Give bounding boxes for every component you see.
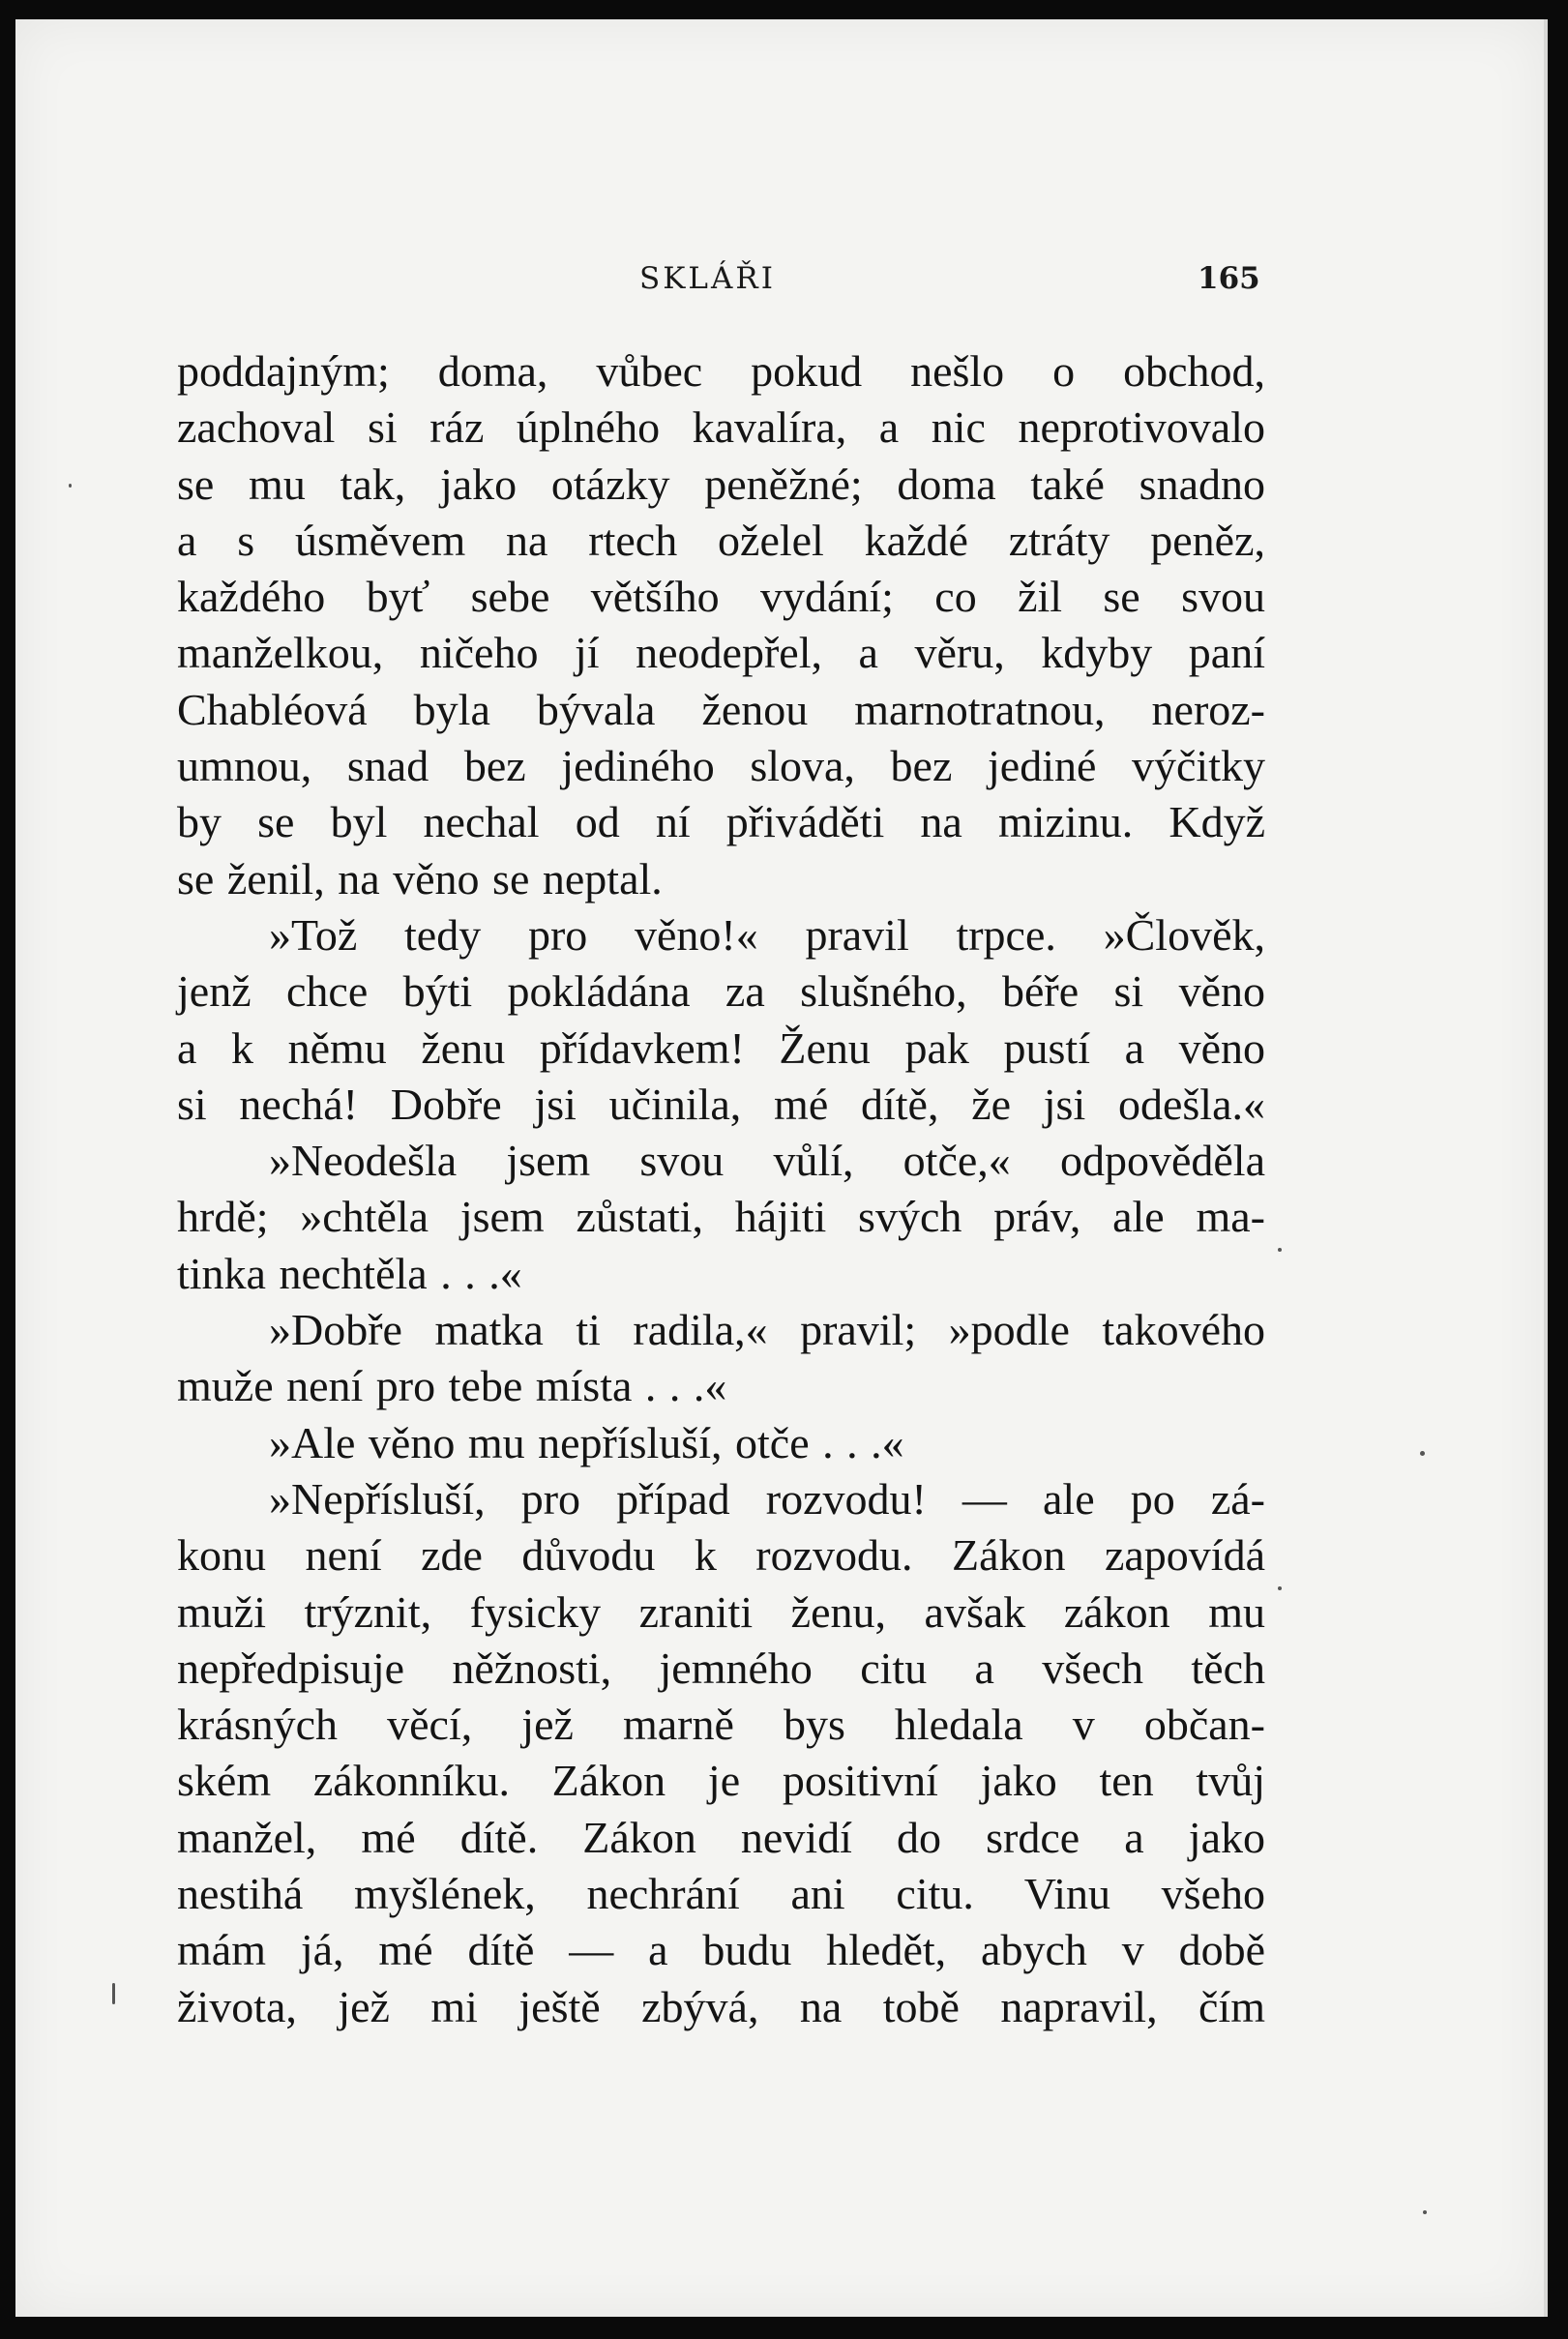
text-line: nestihá myšlének, nechrání ani citu. Vinu všeho [177, 1869, 1265, 1919]
text-line: »Nepřísluší, pro případ rozvodu! — ale po zá- [269, 1473, 1265, 1524]
paper-speck [1423, 2210, 1427, 2214]
text-line: a k němu ženu přídavkem! Ženu pak pustí a věno [177, 1022, 1265, 1073]
text-line: jenž chce býti pokládána za slušného, béře si věno [177, 966, 1265, 1017]
text-line: si nechá! Dobře jsi učinila, mé dítě, že jsi odešla.« [177, 1079, 1265, 1129]
text-line: »Ale věno mu nepřísluší, otče . . .« [269, 1417, 904, 1467]
text-line: se mu tak, jako otázky peněžné; doma také snadno [177, 459, 1265, 509]
text-line: Chabléová byla bývala ženou marnotratnou, neroz- [177, 684, 1265, 734]
running-title: SKLÁŘI [639, 261, 776, 296]
text-line: muži trýznit, fysicky zraniti ženu, avšak zákon mu [177, 1586, 1265, 1637]
text-line: poddajným; doma, vůbec pokud nešlo o obchod, [177, 346, 1265, 396]
book-page [15, 19, 1548, 2317]
text-line: konu není zde důvodu k rozvodu. Zákon zapovídá [177, 1530, 1265, 1581]
page-header [15, 261, 1544, 300]
text-line: a s úsměvem na rtech oželel každé ztráty peněz, [177, 515, 1265, 565]
text-line: každého byť sebe většího vydání; co žil se svou [177, 572, 1265, 622]
paper-speck [1278, 1248, 1282, 1252]
paper-speck [1420, 1451, 1425, 1456]
text-line: »Neodešla jsem svou vůlí, otče,« odpověděla [269, 1136, 1265, 1186]
text-line: se ženil, na věno se neptal. [177, 853, 663, 903]
text-line: manžel, mé dítě. Zákon nevidí do srdce a jako [177, 1812, 1265, 1862]
text-line: zachoval si ráz úplného kavalíra, a nic neprotivovalo [177, 402, 1265, 453]
text-line: mám já, mé dítě — a budu hledět, abych v době [177, 1925, 1265, 1975]
text-line: by se byl nechal od ní přiváděti na mizinu. Když [177, 797, 1265, 847]
paper-speck [112, 1983, 115, 2004]
text-line: »Dobře matka ti radila,« pravil; »podle takového [269, 1305, 1265, 1355]
text-line: »Tož tedy pro věno!« pravil trpce. »Člověk, [269, 909, 1265, 960]
text-line: ském zákonníku. Zákon je positivní jako ten tvůj [177, 1756, 1265, 1806]
text-line: manželkou, ničeho jí neodepřel, a věru, kdyby paní [177, 628, 1265, 678]
text-line: muže není pro tebe místa . . .« [177, 1361, 727, 1411]
text-line: života, jež mi ještě zbývá, na tobě napravil, čím [177, 1981, 1265, 2031]
page-number: 165 [1198, 261, 1260, 296]
text-line: krásných věcí, jež marně bys hledala v občan- [177, 1700, 1265, 1750]
text-line: tinka nechtěla . . .« [177, 1248, 522, 1298]
body-text [177, 343, 1265, 2035]
paper-speck [69, 484, 72, 488]
text-line: umnou, snad bez jediného slova, bez jediné výčitky [177, 741, 1265, 791]
text-line: nepředpisuje něžnosti, jemného citu a všech těch [177, 1643, 1265, 1693]
paper-speck [1278, 1586, 1282, 1590]
text-line: hrdě; »chtěla jsem zůstati, hájiti svých práv, ale ma- [177, 1192, 1265, 1242]
